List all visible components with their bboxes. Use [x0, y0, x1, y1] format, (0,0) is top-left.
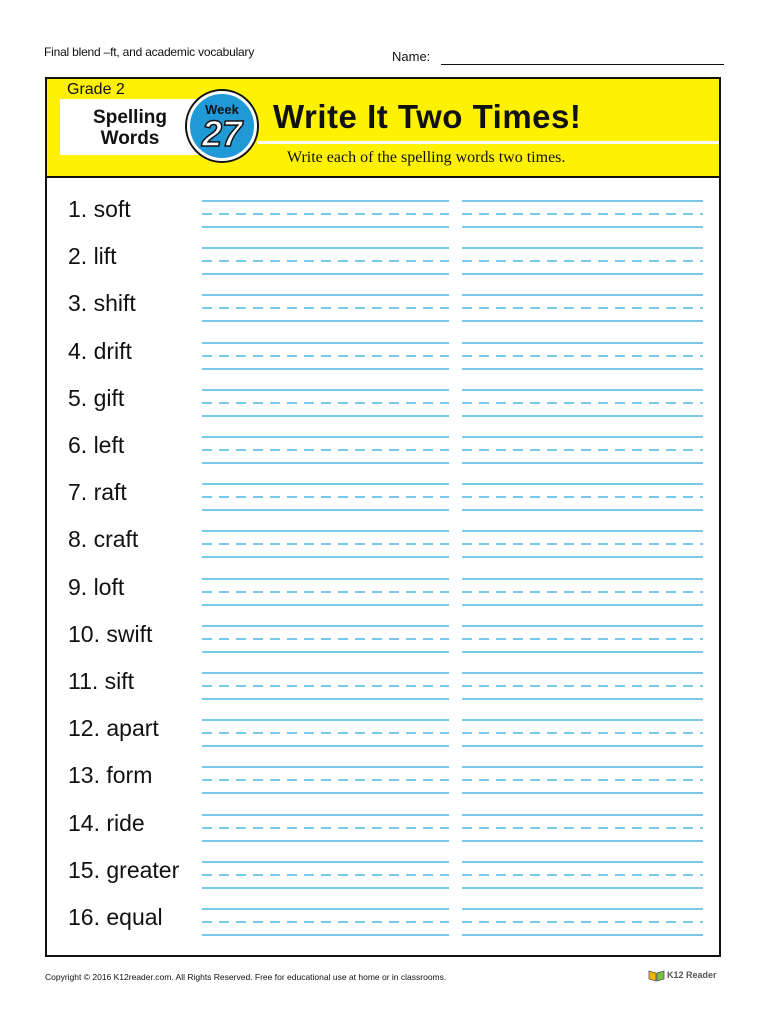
k12-reader-logo: [648, 968, 728, 984]
writing-lines-first[interactable]: [202, 577, 449, 609]
writing-lines-first[interactable]: [202, 813, 449, 845]
spelling-word: 12. apart: [68, 715, 159, 742]
logo-text: K12 Reader: [667, 970, 717, 980]
spelling-word: 6. left: [68, 432, 125, 458]
week-number: 27: [201, 113, 243, 154]
grade-label: Grade 2: [67, 81, 125, 98]
week-label: Week: [205, 102, 239, 117]
writing-lines-second[interactable]: [462, 388, 703, 420]
spelling-words-label: Spelling Words: [93, 107, 167, 149]
spelling-word: 14. ride: [68, 809, 145, 836]
writing-lines-second[interactable]: [462, 529, 703, 561]
writing-lines-second[interactable]: [462, 718, 703, 750]
writing-lines-second[interactable]: [462, 435, 703, 467]
spelling-word: 8. craft: [68, 526, 139, 553]
book-icon: [648, 968, 666, 982]
name-line[interactable]: [441, 64, 724, 65]
banner: [47, 79, 719, 178]
spelling-word: 13. form: [68, 762, 153, 789]
name-label: Name:: [392, 49, 431, 64]
writing-lines-first[interactable]: [202, 293, 449, 325]
spelling-word: 16. equal: [68, 904, 163, 930]
spelling-word: 1. soft: [68, 196, 131, 222]
writing-lines-second[interactable]: [462, 577, 703, 609]
writing-lines-second[interactable]: [462, 341, 703, 373]
writing-lines-first[interactable]: [202, 860, 449, 892]
writing-lines-first[interactable]: [202, 482, 449, 514]
writing-lines-first[interactable]: [202, 388, 449, 420]
writing-lines-first[interactable]: [202, 671, 449, 703]
writing-lines-second[interactable]: [462, 199, 703, 231]
spelling-word: 4. drift: [68, 337, 132, 364]
spelling-word: 5. gift: [68, 384, 125, 411]
writing-lines-second[interactable]: [462, 671, 703, 703]
spelling-word: 10. swift: [68, 620, 153, 647]
writing-lines-first[interactable]: [202, 435, 449, 467]
writing-lines-second[interactable]: [462, 293, 703, 325]
writing-lines-first[interactable]: [202, 718, 449, 750]
writing-lines-second[interactable]: [462, 813, 703, 845]
week-badge: [187, 91, 257, 161]
writing-lines-first[interactable]: [202, 246, 449, 278]
writing-lines-second[interactable]: [462, 624, 703, 656]
spelling-word: 9. loft: [68, 573, 125, 600]
writing-lines-second[interactable]: [462, 765, 703, 797]
writing-lines-second[interactable]: [462, 860, 703, 892]
writing-lines-first[interactable]: [202, 529, 449, 561]
writing-lines-first[interactable]: [202, 765, 449, 797]
writing-lines-first[interactable]: [202, 199, 449, 231]
spelling-word: 3. shift: [68, 290, 136, 317]
worksheet-subtitle: Final blend –ft, and academic vocabulary: [44, 45, 255, 59]
spelling-word: 7. raft: [68, 479, 127, 506]
worksheet-title: Write It Two Times!: [273, 98, 582, 135]
writing-lines-second[interactable]: [462, 482, 703, 514]
writing-lines-first[interactable]: [202, 624, 449, 656]
copyright: Copyright © 2016 K12reader.com. All Rights Reserved. Free for educational use at home or in classrooms.: [45, 972, 447, 982]
writing-lines-second[interactable]: [462, 246, 703, 278]
writing-lines-first[interactable]: [202, 341, 449, 373]
spelling-word: 2. lift: [68, 243, 117, 270]
writing-lines-first[interactable]: [202, 907, 449, 939]
spelling-word: 11. sift: [68, 668, 135, 694]
spelling-word: 15. greater: [68, 856, 180, 883]
instructions: Write each of the spelling words two times.: [287, 149, 566, 166]
writing-lines-second[interactable]: [462, 907, 703, 939]
